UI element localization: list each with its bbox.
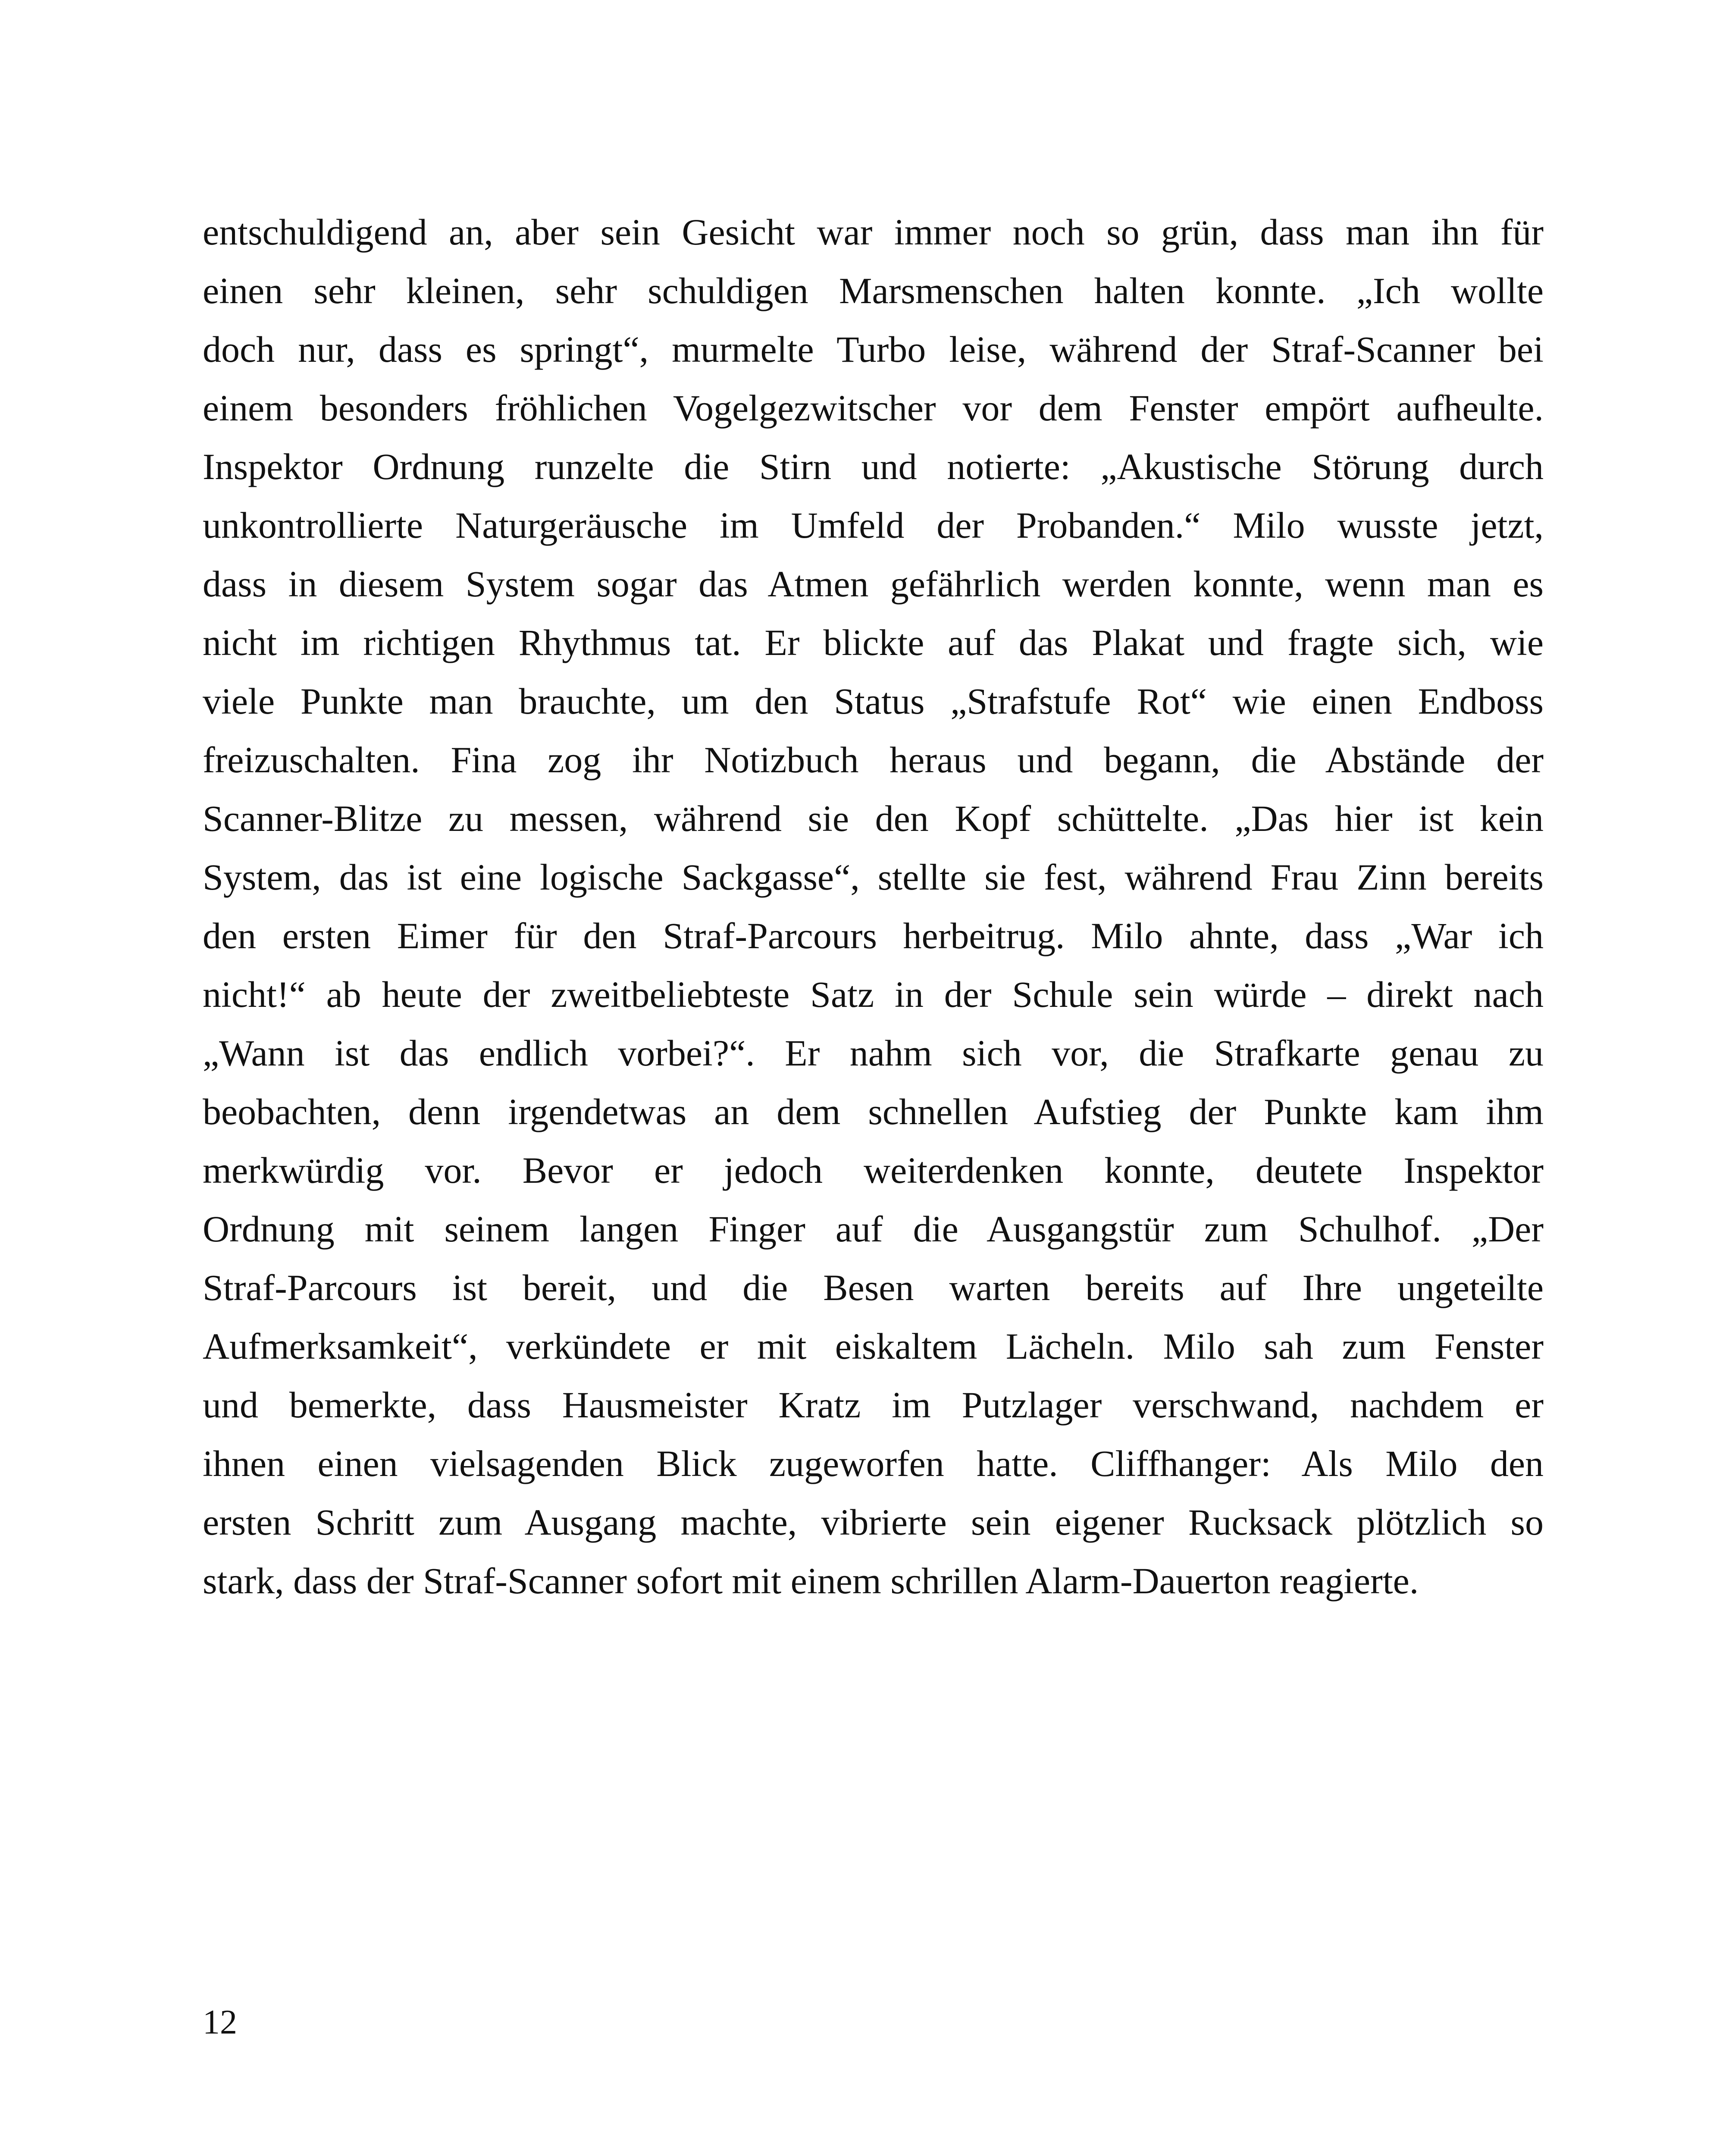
- body-line: unkontrollierte Naturgeräusche im Umfeld der Probanden.“ Milo wusste jetzt,: [203, 505, 1544, 546]
- body-line: Ordnung mit seinem langen Finger auf die Ausgangstür zum Schulhof. „Der: [203, 1208, 1544, 1250]
- body-line: freizuschalten. Fina zog ihr Notizbuch heraus und begann, die Abstände der: [203, 739, 1544, 780]
- body-line: nicht im richtigen Rhythmus tat. Er blickte auf das Plakat und fragte sich, wie: [203, 622, 1544, 663]
- body-line: dass in diesem System sogar das Atmen gefährlich werden konnte, wenn man es: [203, 563, 1544, 605]
- body-line: merkwürdig vor. Bevor er jedoch weiterdenken konnte, deutete Inspektor: [203, 1150, 1544, 1191]
- body-line: beobachten, denn irgendetwas an dem schnellen Aufstieg der Punkte kam ihm: [203, 1091, 1544, 1132]
- body-line: System, das ist eine logische Sackgasse“, stellte sie fest, während Frau Zinn bereits: [203, 856, 1544, 898]
- body-line: nicht!“ ab heute der zweitbeliebteste Satz in der Schule sein würde – direkt nach: [203, 974, 1544, 1015]
- body-line: Scanner-Blitze zu messen, während sie den Kopf schüttelte. „Das hier ist kein: [203, 798, 1544, 839]
- body-line: doch nur, dass es springt“, murmelte Turbo leise, während der Straf-Scanner bei: [203, 329, 1544, 370]
- body-line: stark, dass der Straf-Scanner sofort mit einem schrillen Alarm-Dauerton reagierte.: [203, 1560, 1419, 1601]
- body-line: viele Punkte man brauchte, um den Status „Strafstufe Rot“ wie einen Endboss: [203, 680, 1544, 722]
- body-line: einen sehr kleinen, sehr schuldigen Marsmenschen halten konnte. „Ich wollte: [203, 270, 1544, 311]
- body-line: „Wann ist das endlich vorbei?“. Er nahm sich vor, die Strafkarte genau zu: [203, 1032, 1544, 1074]
- body-line: und bemerkte, dass Hausmeister Kratz im Putzlager verschwand, nachdem er: [203, 1384, 1544, 1426]
- body-line: den ersten Eimer für den Straf-Parcours herbeitrug. Milo ahnte, dass „War ich: [203, 915, 1544, 956]
- body-line: ersten Schritt zum Ausgang machte, vibrierte sein eigener Rucksack plötzlich so: [203, 1501, 1544, 1543]
- body-line: Straf-Parcours ist bereit, und die Besen warten bereits auf Ihre ungeteilte: [203, 1267, 1544, 1308]
- body-line: Inspektor Ordnung runzelte die Stirn und notierte: „Akustische Störung durch: [203, 446, 1544, 487]
- body-line: einem besonders fröhlichen Vogelgezwitscher vor dem Fenster empört aufheulte.: [203, 387, 1544, 429]
- body-line: ihnen einen vielsagenden Blick zugeworfen hatte. Cliffhanger: Als Milo den: [203, 1443, 1544, 1484]
- body-line: Aufmerksamkeit“, verkündete er mit eiskaltem Lächeln. Milo sah zum Fenster: [203, 1326, 1544, 1367]
- body-text: [203, 203, 1544, 1610]
- page-number: 12: [203, 2003, 237, 2041]
- body-line: entschuldigend an, aber sein Gesicht war immer noch so grün, dass man ihn für: [203, 211, 1544, 253]
